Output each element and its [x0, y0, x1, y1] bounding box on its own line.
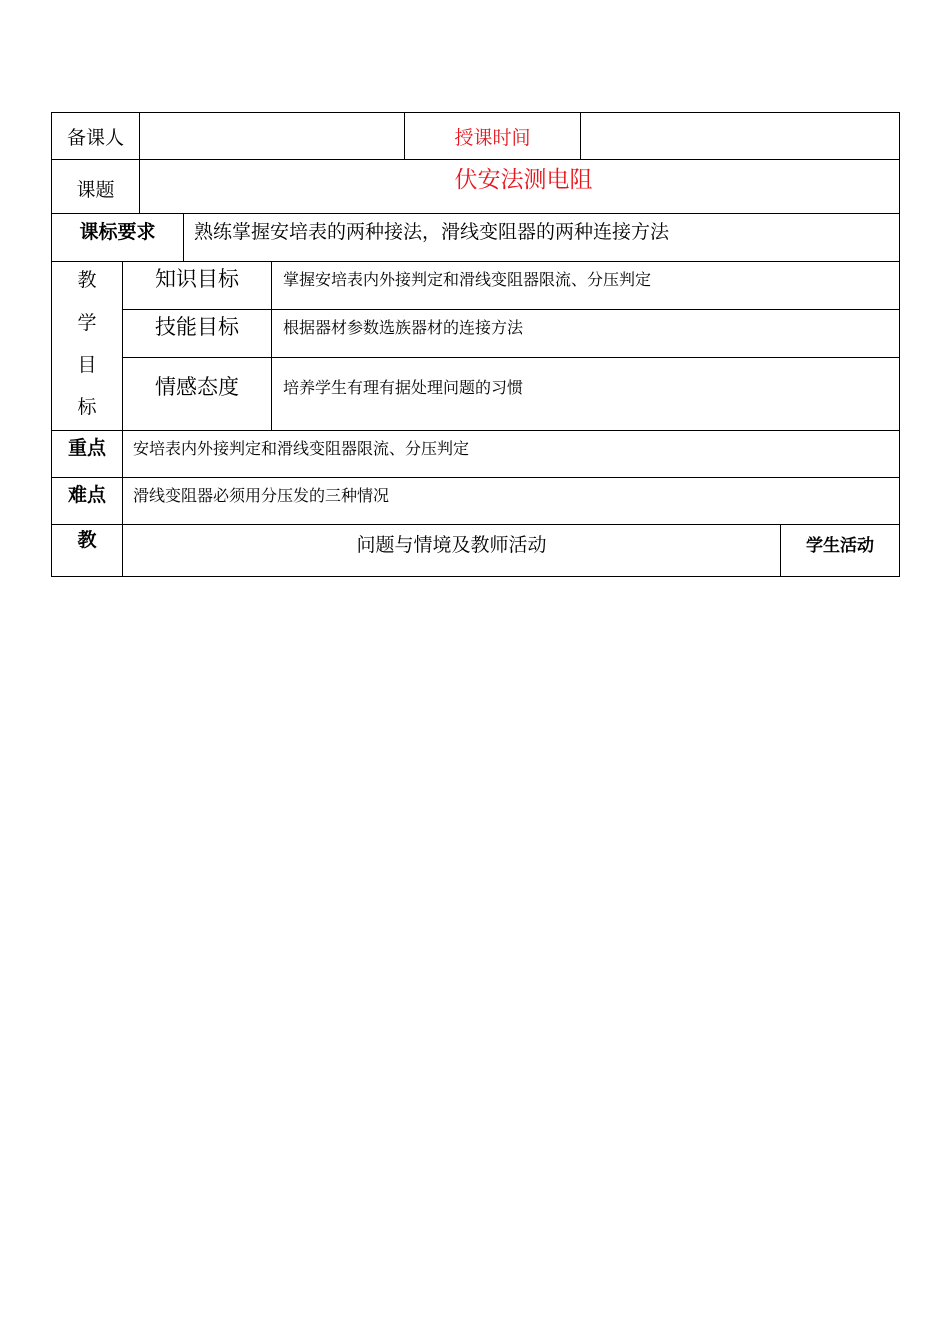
class-time-label: 授课时间: [454, 126, 531, 149]
teacher-activity-header: 问题与情境及教师活动: [356, 534, 547, 556]
objectives-label-char: 学: [77, 312, 97, 334]
difficulty-text: 滑线变阻器必须用分压发的三种情况: [133, 486, 390, 505]
table-divider: [271, 261, 272, 431]
preparer-label: 备课人: [66, 126, 124, 149]
objectives-label-char: 教: [77, 269, 97, 291]
objective-attitude-text: 培养学生有理有据处理问题的习惯: [283, 378, 524, 397]
table-border-right: [899, 112, 900, 577]
table-divider: [51, 213, 900, 214]
preparer-value: [140, 113, 404, 159]
key-point-text: 安培表内外接判定和滑线变阻器限流、分压判定: [133, 439, 470, 458]
objectives-label: [52, 263, 122, 429]
objectives-label-char: 标: [77, 396, 97, 418]
table-divider: [51, 524, 900, 525]
objective-attitude-label: 情感态度: [155, 375, 239, 399]
objective-skill-label: 技能目标: [155, 315, 239, 339]
topic-label: 课题: [76, 179, 115, 201]
standard-text: 熟练掌握安培表的两种接法，滑线变阻器的两种连接方法: [194, 221, 670, 243]
objective-knowledge-text: 掌握安培表内外接判定和滑线变阻器限流、分压判定: [283, 270, 652, 289]
objectives-label-char: 目: [77, 354, 97, 376]
table-divider: [122, 309, 900, 310]
table-divider: [51, 159, 900, 160]
objective-knowledge-label: 知识目标: [155, 267, 239, 291]
table-border-bottom: [51, 576, 900, 577]
key-point-label: 重点: [67, 437, 106, 459]
class-time-value: [581, 113, 899, 159]
standard-label: 课标要求: [79, 221, 156, 243]
objective-skill-text: 根据器材参数选族器材的连接方法: [283, 318, 524, 337]
difficulty-label: 难点: [67, 484, 106, 506]
table-divider: [51, 477, 900, 478]
table-divider: [122, 357, 900, 358]
student-activity-header: 学生活动: [806, 536, 874, 556]
lesson-title: 伏安法测电阻: [454, 167, 593, 193]
activity-label: 教: [77, 529, 97, 551]
table-divider: [51, 261, 900, 262]
table-divider: [51, 430, 900, 431]
table-divider: [183, 213, 184, 262]
